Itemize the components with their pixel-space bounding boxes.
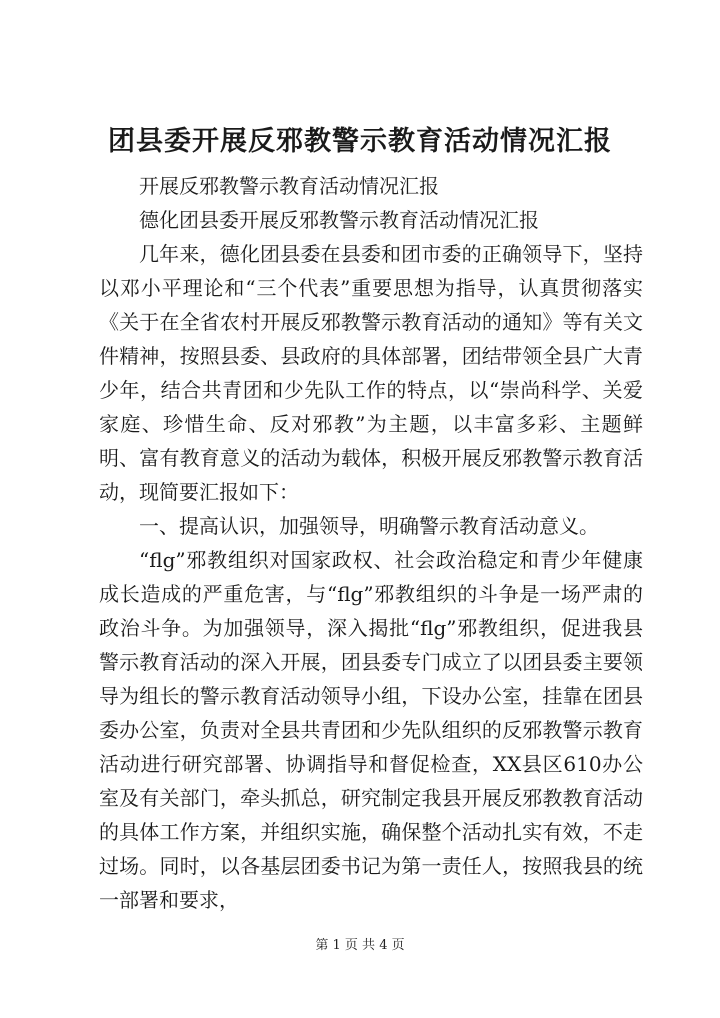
- subtitle-paragraph: 德化团县委开展反邪教警示教育活动情况汇报: [139, 208, 539, 232]
- page-number-footer: 第 1 页 共 4 页: [315, 938, 405, 953]
- body-paragraph: “flg”邪教组织对国家政权、社会政治稳定和青少年健康成长造成的严重危害，与“flg”邪教组织的斗争是一场严肃的政治斗争。为加强领导，深入揭批“flg”邪教组织，促进我县警示教育活动的深入开展，团县委专门成立了以团县委主要领导为组长的警示教育活动领导小组，下设办公室，挂靠在团县委办公室，负责对全县共青团和少先队组织的反邪教警示教育活动进行研究部署、协调指导和督促检查，XX县区610办公室及有关部门，牵头抓总，研究制定我县开展反邪教教育活动的具体工作方案，并组织实施，确保整个活动扎实有效，不走过场。同时，以各基层团委书记为第一责任人，按照我县的统一部署和要求，: [99, 548, 643, 912]
- document-body: [99, 169, 643, 917]
- subtitle-paragraph: 开展反邪教警示教育活动情况汇报: [139, 174, 439, 198]
- section-heading: 一、提高认识，加强领导，明确警示教育活动意义。: [139, 514, 599, 538]
- body-paragraph: 几年来，德化团县委在县委和团市委的正确领导下，坚持以邓小平理论和“三个代表”重要思想为指导，认真贯彻落实《关于在全省农村开展反邪教警示教育活动的通知》等有关文件精神，按照县委、县政府的具体部署，团结带领全县广大青少年，结合共青团和少先队工作的特点，以“崇尚科学、关爱家庭、珍惜生命、反对邪教”为主题，以丰富多彩、主题鲜明、富有教育意义的活动为载体，积极开展反邪教警示教育活动，现简要汇报如下：: [99, 242, 643, 504]
- document-title: 团县委开展反邪教警示教育活动情况汇报: [108, 126, 612, 157]
